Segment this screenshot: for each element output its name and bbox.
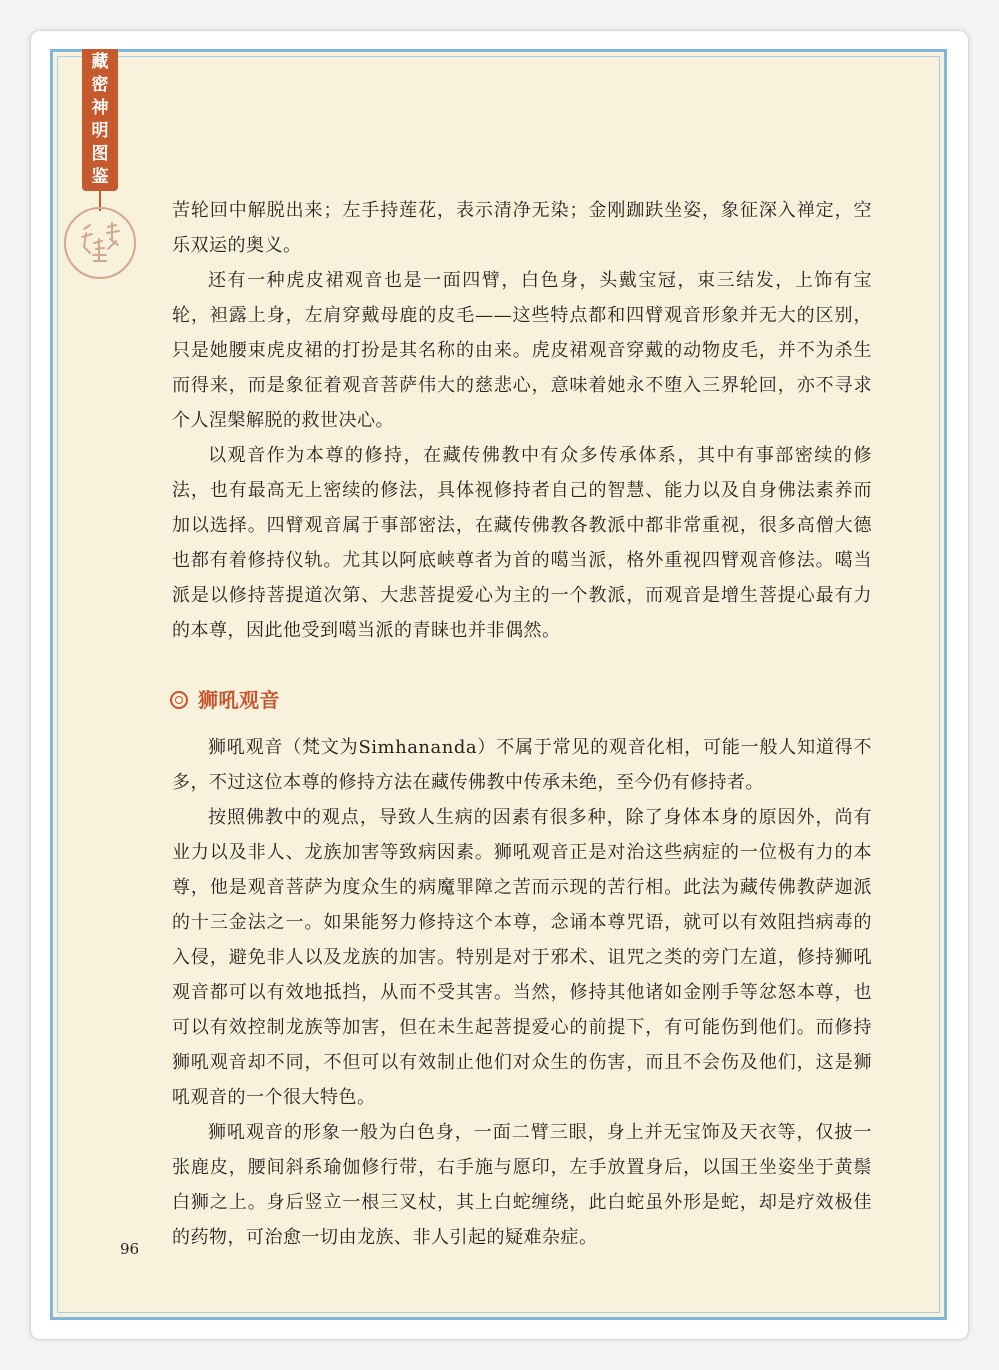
chapter-side-tab <box>82 49 118 191</box>
main-text <box>172 193 872 1255</box>
paragraph: 狮吼观音（梵文为Simhananda）不属于常见的观音化相，可能一般人知道得不多，不过这位本尊的修持方法在藏传佛教中传承未绝，至今仍有修持者。 <box>172 737 872 793</box>
paragraph: 按照佛教中的观点，导致人生病的因素有很多种，除了身体本身的原因外，尚有业力以及非人、龙族加害等致病因素。狮吼观音正是对治这些病症的一位极有力的本尊，他是观音菩萨为度众生的病魔罪障之苦而示现的苦行相。此法为藏传佛教萨迦派的十三金法之一。如果能努力修持这个本尊，念诵本尊咒语，就可以有效阻挡病毒的入侵，避免非人以及龙族的加害。特别是对于邪术、诅咒之类的旁门左道，修持狮吼观音都可以有效地抵挡，从而不受其害。当然，修持其他诸如金刚手等忿怒本尊，也可以有效控制龙族等加害，但在未生起菩提爱心的前提下，有可能伤到他们。而修持狮吼观音却不同，不但可以有效制止他们对众生的伤害，而且不会伤及他们，这是狮吼观音的一个很大特色。 <box>172 807 872 1108</box>
side-tab-char: 鉴 <box>91 167 109 187</box>
section-title: 狮吼观音 <box>198 688 280 712</box>
seal-graphic <box>72 215 128 271</box>
paragraph: 苦轮回中解脱出来；左手持莲花，表示清净无染；金刚跏趺坐姿，象征深入禅定，空乐双运的奥义。 <box>172 200 872 256</box>
side-tab-char: 明 <box>91 121 109 141</box>
double-circle-icon <box>170 691 188 709</box>
side-tab-char: 神 <box>91 98 109 118</box>
paragraph: 狮吼观音的形象一般为白色身，一面二臂三眼，身上并无宝饰及天衣等，仅披一张鹿皮，腰间斜系瑜伽修行带，右手施与愿印，左手放置身后，以国王坐姿坐于黄鬃白狮之上。身后竖立一根三叉杖，其上白蛇缠绕，此白蛇虽外形是蛇，却是疗效极佳的药物，可治愈一切由龙族、非人引起的疑难杂症。 <box>172 1122 872 1248</box>
side-tab-char: 图 <box>91 144 109 164</box>
paragraph: 以观音作为本尊的修持，在藏传佛教中有众多传承体系，其中有事部密续的修法，也有最高无上密续的修法，具体视修持者自己的智慧、能力以及自身佛法素养而加以选择。四臂观音属于事部密法，在藏传佛教各教派中都非常重视，很多高僧大德也都有着修持仪轨。尤其以阿底峡尊者为首的噶当派，格外重视四臂观音修法。噶当派是以修持菩提道次第、大悲菩提爱心为主的一个教派，而观音是增生菩提心最有力的本尊，因此他受到噶当派的青睐也并非偶然。 <box>172 445 872 641</box>
calligraphy-seal-icon <box>64 207 136 279</box>
page-number: 96 <box>120 1240 140 1258</box>
section-heading <box>170 680 872 720</box>
paragraph: 还有一种虎皮裙观音也是一面四臂，白色身，头戴宝冠，束三结发，上饰有宝轮，袒露上身，左肩穿戴母鹿的皮毛——这些特点都和四臂观音形象并无大的区别，只是她腰束虎皮裙的打扮是其名称的由来。虎皮裙观音穿戴的动物皮毛，并不为杀生而得来，而是象征着观音菩萨伟大的慈悲心，意味着她永不堕入三界轮回，亦不寻求个人涅槃解脱的救世决心。 <box>172 270 872 431</box>
side-tab-char: 密 <box>91 75 109 95</box>
side-tab-char: 藏 <box>91 52 109 72</box>
